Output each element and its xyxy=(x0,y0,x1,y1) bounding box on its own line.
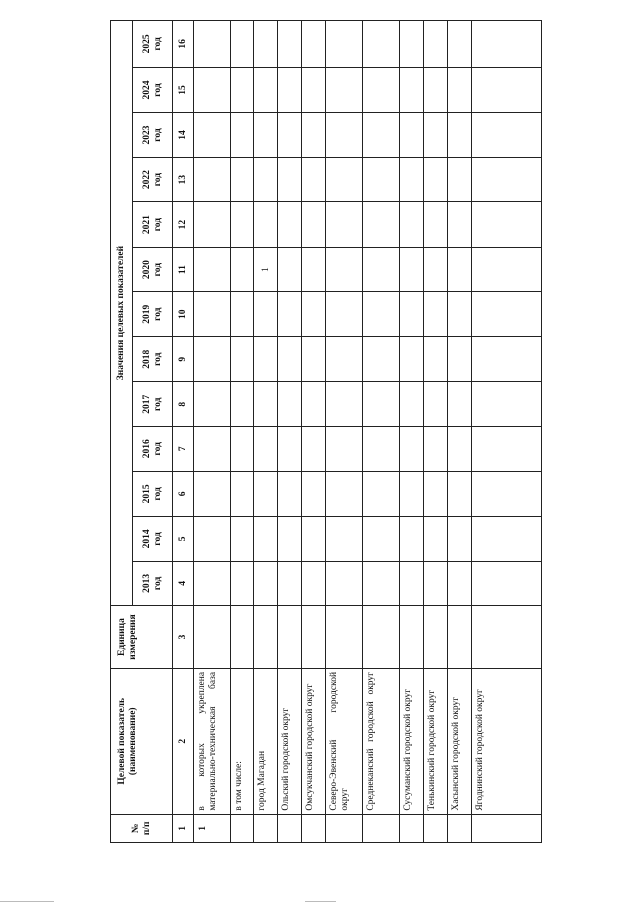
table-row xyxy=(448,21,472,843)
table-row xyxy=(194,21,231,843)
value-cell xyxy=(302,517,326,562)
unit-cell xyxy=(302,606,326,669)
value-cell xyxy=(448,247,472,292)
value-cell xyxy=(326,292,363,337)
value-cell xyxy=(254,292,278,337)
value-cell xyxy=(254,21,278,68)
unit-cell xyxy=(448,606,472,669)
value-cell xyxy=(326,561,363,606)
value-cell xyxy=(231,113,254,158)
value-cell xyxy=(363,471,400,517)
value-cell xyxy=(194,561,231,606)
value-cell xyxy=(472,202,542,248)
value-cell xyxy=(448,292,472,337)
value-cell xyxy=(231,21,254,68)
value-cell xyxy=(194,67,231,113)
row-number: 1 xyxy=(194,814,231,842)
column-number: 14 xyxy=(173,113,194,158)
value-cell xyxy=(194,427,231,472)
header-year: 2013 год xyxy=(133,561,173,606)
value-cell xyxy=(363,427,400,472)
footer-rule-right xyxy=(305,901,336,902)
value-cell xyxy=(231,157,254,202)
value-cell xyxy=(326,21,363,68)
value-cell xyxy=(302,113,326,158)
value-cell xyxy=(400,471,424,517)
value-cell xyxy=(231,382,254,427)
value-cell xyxy=(231,67,254,113)
value-cell xyxy=(472,157,542,202)
value-cell xyxy=(424,427,448,472)
value-cell xyxy=(302,21,326,68)
indicator-name: Тенькинский городской округ xyxy=(424,668,448,814)
row-number xyxy=(254,814,278,842)
row-number xyxy=(363,814,400,842)
value-cell xyxy=(448,561,472,606)
value-cell xyxy=(254,382,278,427)
value-cell xyxy=(278,157,302,202)
value-cell xyxy=(326,382,363,427)
value-cell xyxy=(400,561,424,606)
column-number: 9 xyxy=(173,336,194,382)
value-cell xyxy=(302,292,326,337)
value-cell xyxy=(448,382,472,427)
value-cell xyxy=(400,21,424,68)
value-cell xyxy=(278,427,302,472)
table-row xyxy=(472,21,542,843)
value-cell xyxy=(326,427,363,472)
value-cell xyxy=(194,247,231,292)
value-cell xyxy=(194,517,231,562)
table-row xyxy=(254,21,278,843)
table-row xyxy=(400,21,424,843)
column-number: 12 xyxy=(173,202,194,248)
row-number xyxy=(400,814,424,842)
value-cell xyxy=(448,202,472,248)
value-cell xyxy=(363,517,400,562)
value-cell xyxy=(194,382,231,427)
indicator-name: город Магадан xyxy=(254,668,278,814)
unit-cell xyxy=(400,606,424,669)
value-cell xyxy=(424,517,448,562)
value-cell xyxy=(254,67,278,113)
value-cell xyxy=(472,292,542,337)
value-cell xyxy=(363,382,400,427)
value-cell xyxy=(326,517,363,562)
header-indicator: Целевой показатель (наименование) xyxy=(111,668,173,814)
header-year: 2015 год xyxy=(133,471,173,517)
column-number: 10 xyxy=(173,292,194,337)
column-number: 8 xyxy=(173,382,194,427)
header-year: 2020 год xyxy=(133,247,173,292)
value-cell xyxy=(302,202,326,248)
value-cell xyxy=(448,113,472,158)
value-cell xyxy=(400,517,424,562)
value-cell xyxy=(231,517,254,562)
unit-cell xyxy=(254,606,278,669)
value-cell xyxy=(448,471,472,517)
row-number xyxy=(448,814,472,842)
value-cell xyxy=(448,427,472,472)
header-year: 2025 год xyxy=(133,21,173,68)
value-cell xyxy=(424,67,448,113)
value-cell xyxy=(278,202,302,248)
value-cell xyxy=(194,292,231,337)
value-cell xyxy=(278,471,302,517)
table-row xyxy=(302,21,326,843)
value-cell xyxy=(472,247,542,292)
header-num: № п/п xyxy=(111,814,173,842)
value-cell xyxy=(472,517,542,562)
value-cell xyxy=(278,517,302,562)
value-cell xyxy=(254,517,278,562)
row-number xyxy=(472,814,542,842)
value-cell xyxy=(278,113,302,158)
value-cell xyxy=(472,21,542,68)
header-year: 2018 год xyxy=(133,336,173,382)
value-cell xyxy=(424,382,448,427)
unit-cell xyxy=(194,606,231,669)
column-number: 16 xyxy=(173,21,194,68)
value-cell xyxy=(231,247,254,292)
value-cell xyxy=(472,67,542,113)
value-cell xyxy=(302,561,326,606)
value-cell xyxy=(231,561,254,606)
value-cell xyxy=(326,157,363,202)
table-row xyxy=(231,21,254,843)
value-cell xyxy=(254,336,278,382)
value-cell xyxy=(194,157,231,202)
table-row xyxy=(424,21,448,843)
indicator-name: в которых укреплена материально-техническая база xyxy=(194,668,231,814)
indicator-name: Омсукчанский городской округ xyxy=(302,668,326,814)
value-cell xyxy=(302,247,326,292)
header-year: 2024 год xyxy=(133,67,173,113)
table-row xyxy=(278,21,302,843)
value-cell xyxy=(448,336,472,382)
value-cell xyxy=(448,67,472,113)
table-row xyxy=(326,21,363,843)
value-cell xyxy=(326,471,363,517)
value-cell xyxy=(363,21,400,68)
value-cell xyxy=(400,382,424,427)
value-cell xyxy=(278,292,302,337)
value-cell xyxy=(326,247,363,292)
value-cell xyxy=(194,471,231,517)
value-cell xyxy=(363,292,400,337)
value-cell xyxy=(363,67,400,113)
header-unit: Единица измерения xyxy=(111,606,173,669)
header-year: 2014 год xyxy=(133,517,173,562)
value-cell xyxy=(231,471,254,517)
column-number: 13 xyxy=(173,157,194,202)
header-year: 2022 год xyxy=(133,157,173,202)
value-cell xyxy=(278,21,302,68)
column-number: 5 xyxy=(173,517,194,562)
value-cell xyxy=(254,202,278,248)
unit-cell xyxy=(326,606,363,669)
value-cell xyxy=(326,202,363,248)
value-cell xyxy=(302,427,326,472)
value-cell xyxy=(194,336,231,382)
value-cell xyxy=(278,336,302,382)
value-cell xyxy=(231,292,254,337)
value-cell: 1 xyxy=(254,247,278,292)
value-cell xyxy=(400,202,424,248)
value-cell xyxy=(278,382,302,427)
footer-rule-left xyxy=(0,901,54,902)
column-number: 3 xyxy=(173,606,194,669)
value-cell xyxy=(363,247,400,292)
value-cell xyxy=(424,336,448,382)
column-number: 6 xyxy=(173,471,194,517)
value-cell xyxy=(363,202,400,248)
value-cell xyxy=(326,113,363,158)
indicator-name: Северо-Эвенский городской округ xyxy=(326,668,363,814)
indicator-name: Ольский городской округ xyxy=(278,668,302,814)
header-year: 2017 год xyxy=(133,382,173,427)
value-cell xyxy=(194,202,231,248)
value-cell xyxy=(400,113,424,158)
value-cell xyxy=(400,427,424,472)
value-cell xyxy=(363,561,400,606)
header-year: 2023 год xyxy=(133,113,173,158)
value-cell xyxy=(448,157,472,202)
column-number: 4 xyxy=(173,561,194,606)
value-cell xyxy=(302,336,326,382)
column-number: 1 xyxy=(173,814,194,842)
value-cell xyxy=(472,561,542,606)
rotated-page-content xyxy=(110,20,534,843)
target-indicators-table xyxy=(110,20,542,843)
value-cell xyxy=(424,21,448,68)
value-cell xyxy=(472,113,542,158)
value-cell xyxy=(424,561,448,606)
value-cell xyxy=(231,202,254,248)
header-values-group: Значения целевых показателей xyxy=(111,21,133,606)
value-cell xyxy=(278,67,302,113)
value-cell xyxy=(424,292,448,337)
value-cell xyxy=(472,427,542,472)
value-cell xyxy=(194,113,231,158)
value-cell xyxy=(400,67,424,113)
value-cell xyxy=(302,382,326,427)
indicator-name: Ягоднинский городской округ xyxy=(472,668,542,814)
row-number xyxy=(278,814,302,842)
value-cell xyxy=(254,471,278,517)
value-cell xyxy=(278,561,302,606)
value-cell xyxy=(363,157,400,202)
value-cell xyxy=(326,336,363,382)
value-cell xyxy=(363,113,400,158)
value-cell xyxy=(194,21,231,68)
indicator-name: Сусуманский городской округ xyxy=(400,668,424,814)
value-cell xyxy=(254,157,278,202)
column-number: 2 xyxy=(173,668,194,814)
value-cell xyxy=(254,427,278,472)
row-number xyxy=(424,814,448,842)
value-cell xyxy=(231,427,254,472)
row-number xyxy=(326,814,363,842)
indicator-name: Хасынский городской округ xyxy=(448,668,472,814)
value-cell xyxy=(472,471,542,517)
value-cell xyxy=(424,471,448,517)
value-cell xyxy=(302,67,326,113)
unit-cell xyxy=(424,606,448,669)
value-cell xyxy=(302,157,326,202)
unit-cell xyxy=(472,606,542,669)
value-cell xyxy=(424,202,448,248)
value-cell xyxy=(448,21,472,68)
table-row xyxy=(363,21,400,843)
value-cell xyxy=(278,247,302,292)
value-cell xyxy=(254,561,278,606)
column-number: 15 xyxy=(173,67,194,113)
value-cell xyxy=(302,471,326,517)
unit-cell xyxy=(231,606,254,669)
value-cell xyxy=(400,157,424,202)
value-cell xyxy=(231,336,254,382)
unit-cell xyxy=(278,606,302,669)
value-cell xyxy=(400,247,424,292)
value-cell xyxy=(448,517,472,562)
value-cell xyxy=(363,336,400,382)
indicator-name: Среднеканский городской округ xyxy=(363,668,400,814)
column-number: 11 xyxy=(173,247,194,292)
unit-cell xyxy=(363,606,400,669)
value-cell xyxy=(472,382,542,427)
value-cell xyxy=(424,247,448,292)
header-year: 2016 год xyxy=(133,427,173,472)
indicator-name: в том числе: xyxy=(231,668,254,814)
value-cell xyxy=(424,157,448,202)
column-number: 7 xyxy=(173,427,194,472)
header-year: 2019 год xyxy=(133,292,173,337)
row-number xyxy=(302,814,326,842)
value-cell xyxy=(400,292,424,337)
value-cell xyxy=(472,336,542,382)
row-number xyxy=(231,814,254,842)
value-cell xyxy=(254,113,278,158)
value-cell xyxy=(400,336,424,382)
value-cell xyxy=(326,67,363,113)
value-cell xyxy=(424,113,448,158)
header-year: 2021 год xyxy=(133,202,173,248)
